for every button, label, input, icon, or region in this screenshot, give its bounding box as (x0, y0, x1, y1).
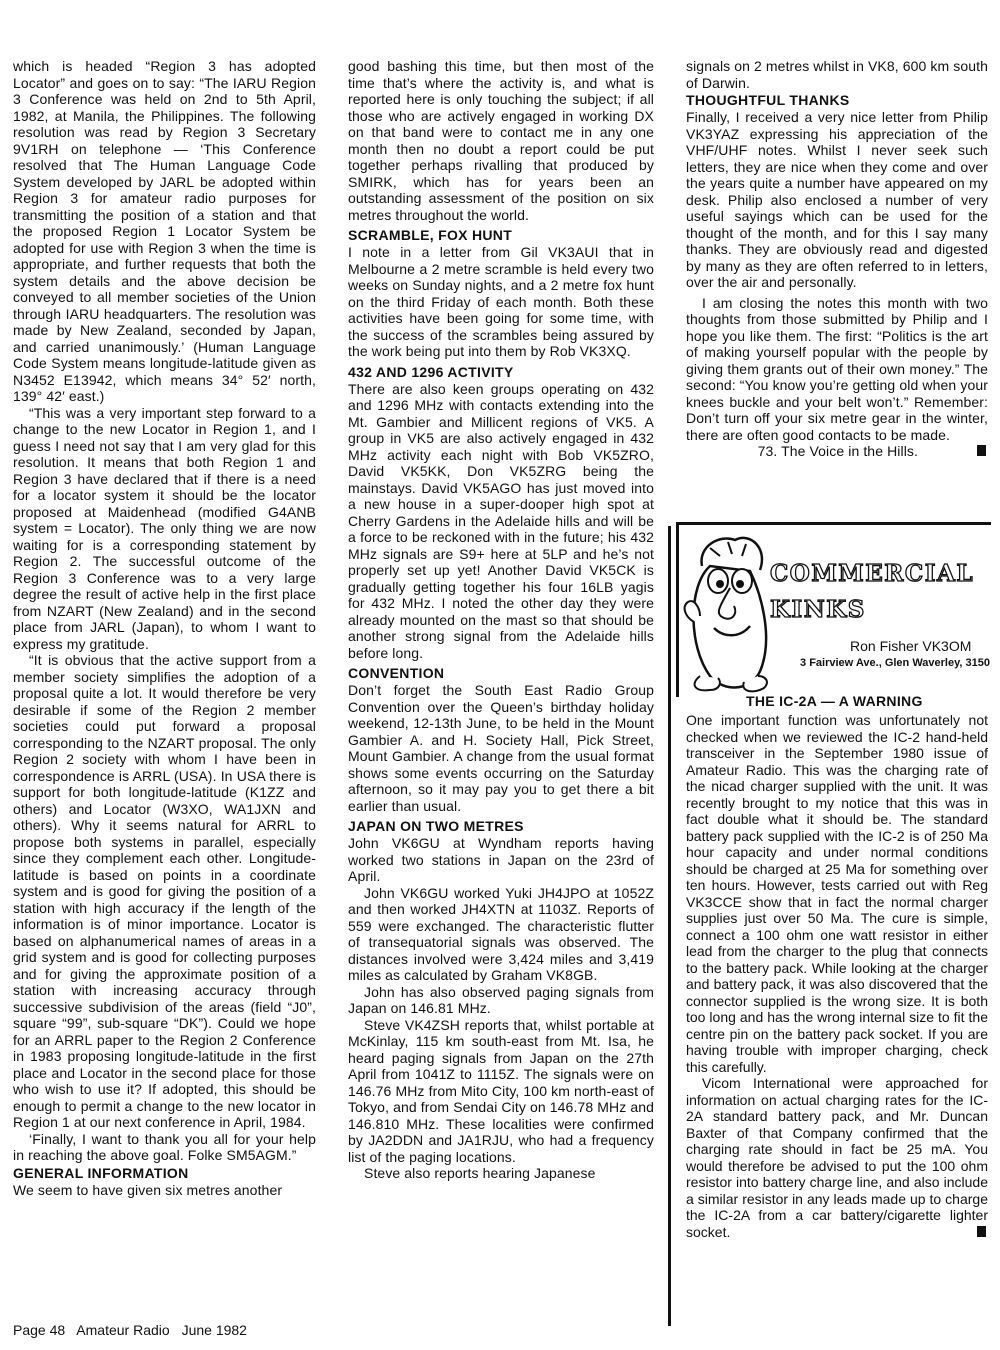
cartoon-character-icon (680, 526, 772, 696)
col1-paragraph: “It is obvious that the active support from a member society simplifies the adoption of a proposal quite a lot. It would therefore be very desirable if some of the Region 2 member societies could put forward a proposal corresponding to the NZART proposal. The only Region 2 society with whom I have been in correspondence is ARRL (USA). In USA there is support for both longitude-latitude (K1ZZ and others) and Locator (W3XO, WA1JXN and others). Why it seems natural for ARRL to propose both systems in parallel, especially since they complement each other. Longitude-latitude is based on points in a coordinate system and is good for giving the position of a station with high accuracy if the length of the information is of minor importance. Locator is based on alphanumerical names of areas in a grid system and is good for collecting purposes and for giving the approximate position of a station with increasing accuracy through successive subdivision of the areas (field “J0”, square “99”, sub-square “DK”). Could we hope for an ARRL paper to the Region 2 Conference in 1983 proposing longitude-latitude in the first place and Locator in the second place for those who wish to use it? If adopted, this should be enough to permit a change to the new locator in Region 1 at our next conference in April, 1984. (13, 652, 316, 1130)
col1-paragraph: We seem to have given six metres another (13, 1181, 283, 1198)
col2-paragraph: John has also observed paging signals from Japan on 146.81 MHz. (348, 983, 654, 1016)
col2-paragraph: John VK6GU at Wyndham reports having worked two stations in Japan on the 23rd of April. (348, 835, 654, 884)
col2-paragraph: Steve VK4ZSH reports that, whilst portable at McKinlay, 115 km south-east from Mt. Isa, he heard paging signals from Japan on the 27th April from 1041Z to 1115Z. The signals were on 146.76 MHz from Mito City, 100 km north-east of Tokyo, and from Sendai City on 146.78 MHz and 146.810 MHz. These localities were confirmed by JA2DDN and JA1RJU, who had a frequency list of the paging locations. (348, 1016, 654, 1165)
heading-japan-on-two-metres: JAPAN ON TWO METRES (348, 818, 524, 834)
col3-paragraph: I am closing the notes this month with two thoughts from those submitted by Philip and I hope you like them. The first: “Politics is the art of making yourself popular with the people by giving them grants out of their own money.” The second: “You know you’re getting old when your knees buckle and your belt won’t.” Remember: Don’t turn off your six metre gear in the winter, there are often good contacts to be made. (686, 294, 988, 443)
heading-432-1296-activity: 432 AND 1296 ACTIVITY (348, 363, 514, 380)
col2-paragraph: John VK6GU worked Yuki JH4JPO at 1052Z and then worked JH4XTN at 1103Z. Reports of 559 were exchanged. The characteristic flutter of transequatorial signals was observed. The distances involved were 3,424 miles and 3,419 miles as calculated by Graham VK8GB. (348, 884, 654, 983)
kinks-article (686, 692, 988, 1240)
kinks-paragraph: Vicom International were approached for information on actual charging rates for the IC-2A standard battery pack, and Mr. Duncan Baxter of that Company confirmed that the charging rate should in fact be 25 mA. You would therefore be advised to put the 100 ohm resistor into battery charge line, and also include a similar resistor in any leads made up to charge the IC-2A from a car battery/cigarette lighter socket. (686, 1075, 988, 1240)
col2-paragraph: Don’t forget the South East Radio Group Convention over the Queen’s birthday holiday weekend, 12-13th June, to be held in the Mount Gambier A. and H. Society Hall, Pick Street, Mount Gambier. A change from the usual format shows some events occurring on the Saturday afternoon, so it may pay you to get there a bit earlier than usual. (348, 682, 654, 814)
heading-convention: CONVENTION (348, 665, 445, 681)
col2-paragraph: good bashing this time, but then most of the time that’s where the activity is, and what is reported here is only touching the subject; if all those who are actively engaged in working DX on that band were to contact me in any one month then no doubt a report could be put together perhaps rivalling that produced by SMIRK, which has for years been an outstanding assessment of the position on six metres throughout the world. (348, 58, 654, 223)
end-mark-icon (977, 1226, 986, 1237)
col3-paragraph: Finally, I received a very nice letter from Philip VK3YAZ expressing his appreciation of the VHF/UHF notes. Whilst I never seek such letters, they are nice when they come and over the years quite a number have appeared on my desk. Philip also enclosed a number of very useful sayings which can be used for the thought of the month, and for this I say many thanks. They are obviously read and digested by many as they are often referred to in letters, over the air and personally. (686, 109, 988, 290)
heading-scramble-fox-hunt: SCRAMBLE, FOX HUNT (348, 227, 513, 243)
author-address: 3 Fairview Ave., Glen Waverley, 3150 (800, 657, 990, 669)
magazine-name: Amateur Radio (76, 1322, 170, 1338)
col2-paragraph: There are also keen groups operating on 432 and 1296 MHz with contacts extending into the Mt. Gambier and Millicent regions of VK5. A group in VK5 are also actively engaged in 432 MHz activity each night with Bob VK5ZRO, David VK5KK, Don VK5ZRG being the mainstays. David VK5AGO has just moved into a new house in a super-dooper high spot at Cherry Gardens in the Adelaide hills and will be a force to be reckoned with in the future; his 432 MHz signals are S9+ here at 5LP and he’s not properly set up yet! Another David VK5CK is gradually getting together his four 16LB yagis for 432 MHz. I noted the other day they were already mounted on the mast so that should be another strong signal from the Adelaide hills before long. (348, 380, 654, 661)
kinks-title-kinks: KINKS (770, 596, 866, 623)
column-2 (348, 58, 654, 1182)
author-name: Ron Fisher VK3OM (850, 638, 972, 654)
col1-paragraph: ‘Finally, I want to thank you all for your help in reaching the above goal. Folke SM5AGM.” (13, 1130, 316, 1163)
kinks-vertical-rule (668, 526, 671, 1326)
page-number: Page 48 (13, 1322, 66, 1338)
heading-general-information: GENERAL INFORMATION (13, 1164, 189, 1181)
column-3 (686, 58, 988, 460)
issue-date: June 1982 (181, 1322, 247, 1338)
column-1 (13, 58, 316, 1198)
end-mark-icon (977, 445, 986, 456)
heading-ic2a-warning: THE IC-2A — A WARNING (746, 693, 923, 709)
col2-paragraph: I note in a letter from Gil VK3AUI that in Melbourne a 2 metre scramble is held every two weeks on Sunday nights, and a 2 metre fox hunt on the third Friday of each month. Both these activities have been going for some time, with the success of the scrambles being assured by the work being put into them by Rob VK3XQ. (348, 244, 654, 359)
col3-paragraph: signals on 2 metres whilst in VK8, 600 km south of Darwin. (686, 58, 988, 91)
page-footer (13, 1322, 255, 1338)
kinks-paragraph: One important function was unfortunately not checked when we reviewed the IC-2 hand-held transceiver in the September 1980 issue of Amateur Radio. This was the charging rate of the nicad charger supplied with the unit. It was recently brought to my notice that this was in fact double what it should be. The standard battery pack supplied with the IC-2 is of 250 Ma hour capacity and under normal conditions should be charged at 25 Ma for something over ten hours. However, tests carried out with Reg VK3CCE show that in fact the normal charger supplies just over 50 Ma. The cure is simple, connect a 100 ohm one watt resistor in either lead from the charger to the plug that connects to the battery pack. While looking at the charger and battery pack, it was also discovered that the connector supplied is the wrong size. It is both too long and has the wrong internal size to fit the centre pin on the battery pack socket. If you are having trouble with improper charging, check this carefully. (686, 712, 988, 1075)
signoff-line (686, 443, 988, 460)
col1-paragraph: which is headed “Region 3 has adopted Locator” and goes on to say: “The IARU Region 3 Conference was held on 2nd to 5th April, 1982, at Manila, the Philippines. The following resolution was read by Region 3 Secretary 9V1RH on telephone — ‘This Conference resolved that The Human Language Code System developed by JARL be adopted within Region 3 for amateur radio purposes for transmitting the position of a station and that the proposed Region 1 Locator System be adopted for use with Region 3 when the time is appropriate, and further requests that both the system details and the above decision be conveyed to all member societies of the Union through IARU headquarters. The resolution was made by New Zealand, seconded by Japan, and carried unanimously.’ (Human Language Code System means longitude-latitude given as N3452 E13942, which means 34° 52′ north, 139° 42′ east.) (13, 58, 316, 404)
col1-paragraph: “This was a very important step forward to a change to the new Locator in Region 1, and I guess I need not say that I am very glad for this resolution. It means that both Region 1 and Region 3 have declared that if there is a need for a locator system it should be the locator proposed at Maidenhead (modified G4ANB system = Locator). The only thing we are now waiting for is a corresponding statement by Region 2. The successful outcome of the Region 3 Conference was to a very large degree the result of active help in the first place from NZART (New Zealand) and in the second place from JARL (Japan), to whom I want to express my gratitude. (13, 404, 316, 652)
signoff-text: 73. The Voice in the Hills. (757, 443, 918, 459)
heading-thoughtful-thanks: THOUGHTFUL THANKS (686, 92, 850, 108)
col2-paragraph: Steve also reports hearing Japanese (364, 1165, 596, 1181)
kinks-title-commercial: COMMERCIAL (770, 560, 974, 587)
